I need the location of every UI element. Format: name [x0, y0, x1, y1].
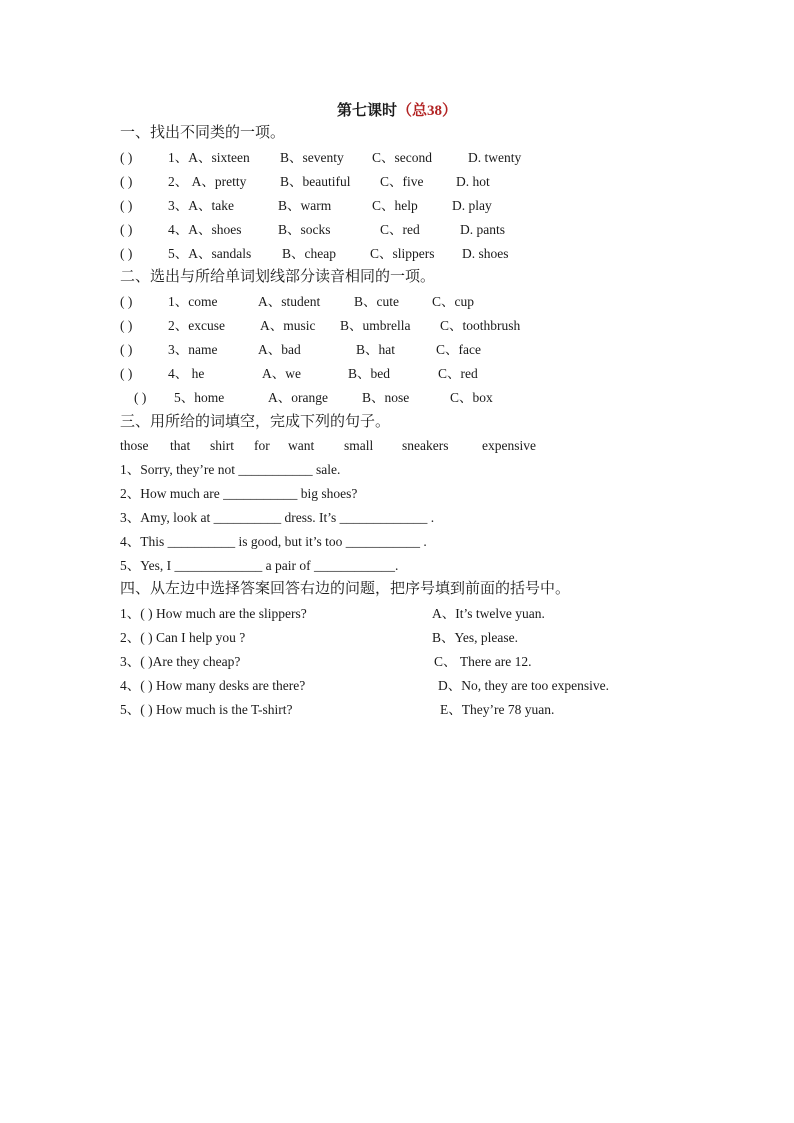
- given-word: 4、 he: [168, 366, 205, 381]
- match-answer-d: D、No, they are too expensive.: [438, 678, 609, 693]
- fill-sentence-1: 1、Sorry, they’re not ___________ sale.: [120, 462, 341, 477]
- given-word: 2、excuse: [168, 318, 225, 333]
- section-3-heading: 三、用所给的词填空，完成下列的句子。: [120, 414, 391, 430]
- answer-paren: ( ): [120, 150, 133, 165]
- option-b: B、seventy: [280, 150, 344, 165]
- option-c: C、cup: [432, 294, 474, 309]
- match-question-3: 3、( )Are they cheap?: [120, 654, 241, 669]
- match-answer-a: A、It’s twelve yuan.: [432, 606, 545, 621]
- option-a: A、bad: [258, 342, 301, 357]
- option-d: D. play: [452, 198, 492, 213]
- option-b: B、cheap: [282, 246, 336, 261]
- option-c: C、box: [450, 390, 493, 405]
- fill-sentence-4: 4、This __________ is good, but it’s too ___________ .: [120, 534, 427, 549]
- section-2-heading: 二、选出与所给单词划线部分读音相同的一项。: [120, 269, 436, 285]
- option-a: 2、 A、pretty: [168, 174, 247, 189]
- fill-sentence-3: 3、Amy, look at __________ dress. It’s _____________ .: [120, 510, 435, 525]
- option-a: A、student: [258, 294, 321, 309]
- option-b: B、socks: [278, 222, 331, 237]
- option-b: B、bed: [348, 366, 390, 381]
- answer-paren: ( ): [134, 390, 147, 405]
- word-bank-item: those: [120, 438, 149, 453]
- option-a: A、we: [262, 366, 301, 381]
- answer-paren: ( ): [120, 246, 133, 261]
- match-answer-c: C、 There are 12.: [434, 654, 532, 669]
- word-bank-item: small: [344, 438, 374, 453]
- given-word: 3、name: [168, 342, 218, 357]
- option-c: C、red: [438, 366, 478, 381]
- option-b: B、nose: [362, 390, 410, 405]
- title-main: 第七课时: [336, 103, 397, 119]
- word-bank-item: for: [254, 438, 270, 453]
- answer-paren: ( ): [120, 222, 133, 237]
- option-d: D. shoes: [462, 246, 509, 261]
- option-a: A、orange: [268, 390, 328, 405]
- match-answer-e: E、They’re 78 yuan.: [440, 702, 555, 717]
- option-c: C、red: [380, 222, 420, 237]
- option-c: C、second: [372, 150, 432, 165]
- option-c: C、five: [380, 174, 424, 189]
- title-sub: （总38）: [397, 103, 458, 119]
- option-a: 1、A、sixteen: [168, 150, 250, 165]
- answer-paren: ( ): [120, 342, 133, 357]
- answer-paren: ( ): [120, 198, 133, 213]
- option-c: C、face: [436, 342, 481, 357]
- match-question-1: 1、( ) How much are the slippers?: [120, 606, 307, 621]
- option-a: 4、A、shoes: [168, 222, 242, 237]
- match-question-5: 5、( ) How much is the T-shirt?: [120, 702, 293, 717]
- option-c: C、toothbrush: [440, 318, 521, 333]
- match-question-2: 2、( ) Can I help you ?: [120, 630, 246, 645]
- option-d: D. hot: [456, 174, 490, 189]
- option-b: B、warm: [278, 198, 332, 213]
- option-a: 5、A、sandals: [168, 246, 252, 261]
- section-4-heading: 四、从左边中选择答案回答右边的问题，把序号填到前面的括号中。: [120, 581, 571, 597]
- option-a: A、music: [260, 318, 316, 333]
- answer-paren: ( ): [120, 318, 133, 333]
- fill-sentence-5: 5、Yes, I _____________ a pair of ____________.: [120, 558, 399, 573]
- given-word: 1、come: [168, 294, 218, 309]
- word-bank-item: want: [288, 438, 315, 453]
- option-d: D. pants: [460, 222, 505, 237]
- option-b: B、beautiful: [280, 174, 351, 189]
- section-1-heading: 一、找出不同类的一项。: [120, 125, 286, 141]
- match-question-4: 4、( ) How many desks are there?: [120, 678, 306, 693]
- option-c: C、slippers: [370, 246, 435, 261]
- word-bank-item: sneakers: [402, 438, 449, 453]
- option-d: D. twenty: [468, 150, 522, 165]
- option-b: B、umbrella: [340, 318, 411, 333]
- page-title: [0, 99, 794, 120]
- given-word: 5、home: [174, 390, 225, 405]
- option-b: B、hat: [356, 342, 395, 357]
- answer-paren: ( ): [120, 366, 133, 381]
- word-bank-item: expensive: [482, 438, 536, 453]
- answer-paren: ( ): [120, 294, 133, 309]
- answer-paren: ( ): [120, 174, 133, 189]
- match-answer-b: B、Yes, please.: [432, 630, 519, 645]
- word-bank-item: that: [170, 438, 191, 453]
- fill-sentence-2: 2、How much are ___________ big shoes?: [120, 486, 358, 501]
- option-a: 3、A、take: [168, 198, 234, 213]
- option-c: C、help: [372, 198, 418, 213]
- word-bank-item: shirt: [210, 438, 235, 453]
- option-b: B、cute: [354, 294, 399, 309]
